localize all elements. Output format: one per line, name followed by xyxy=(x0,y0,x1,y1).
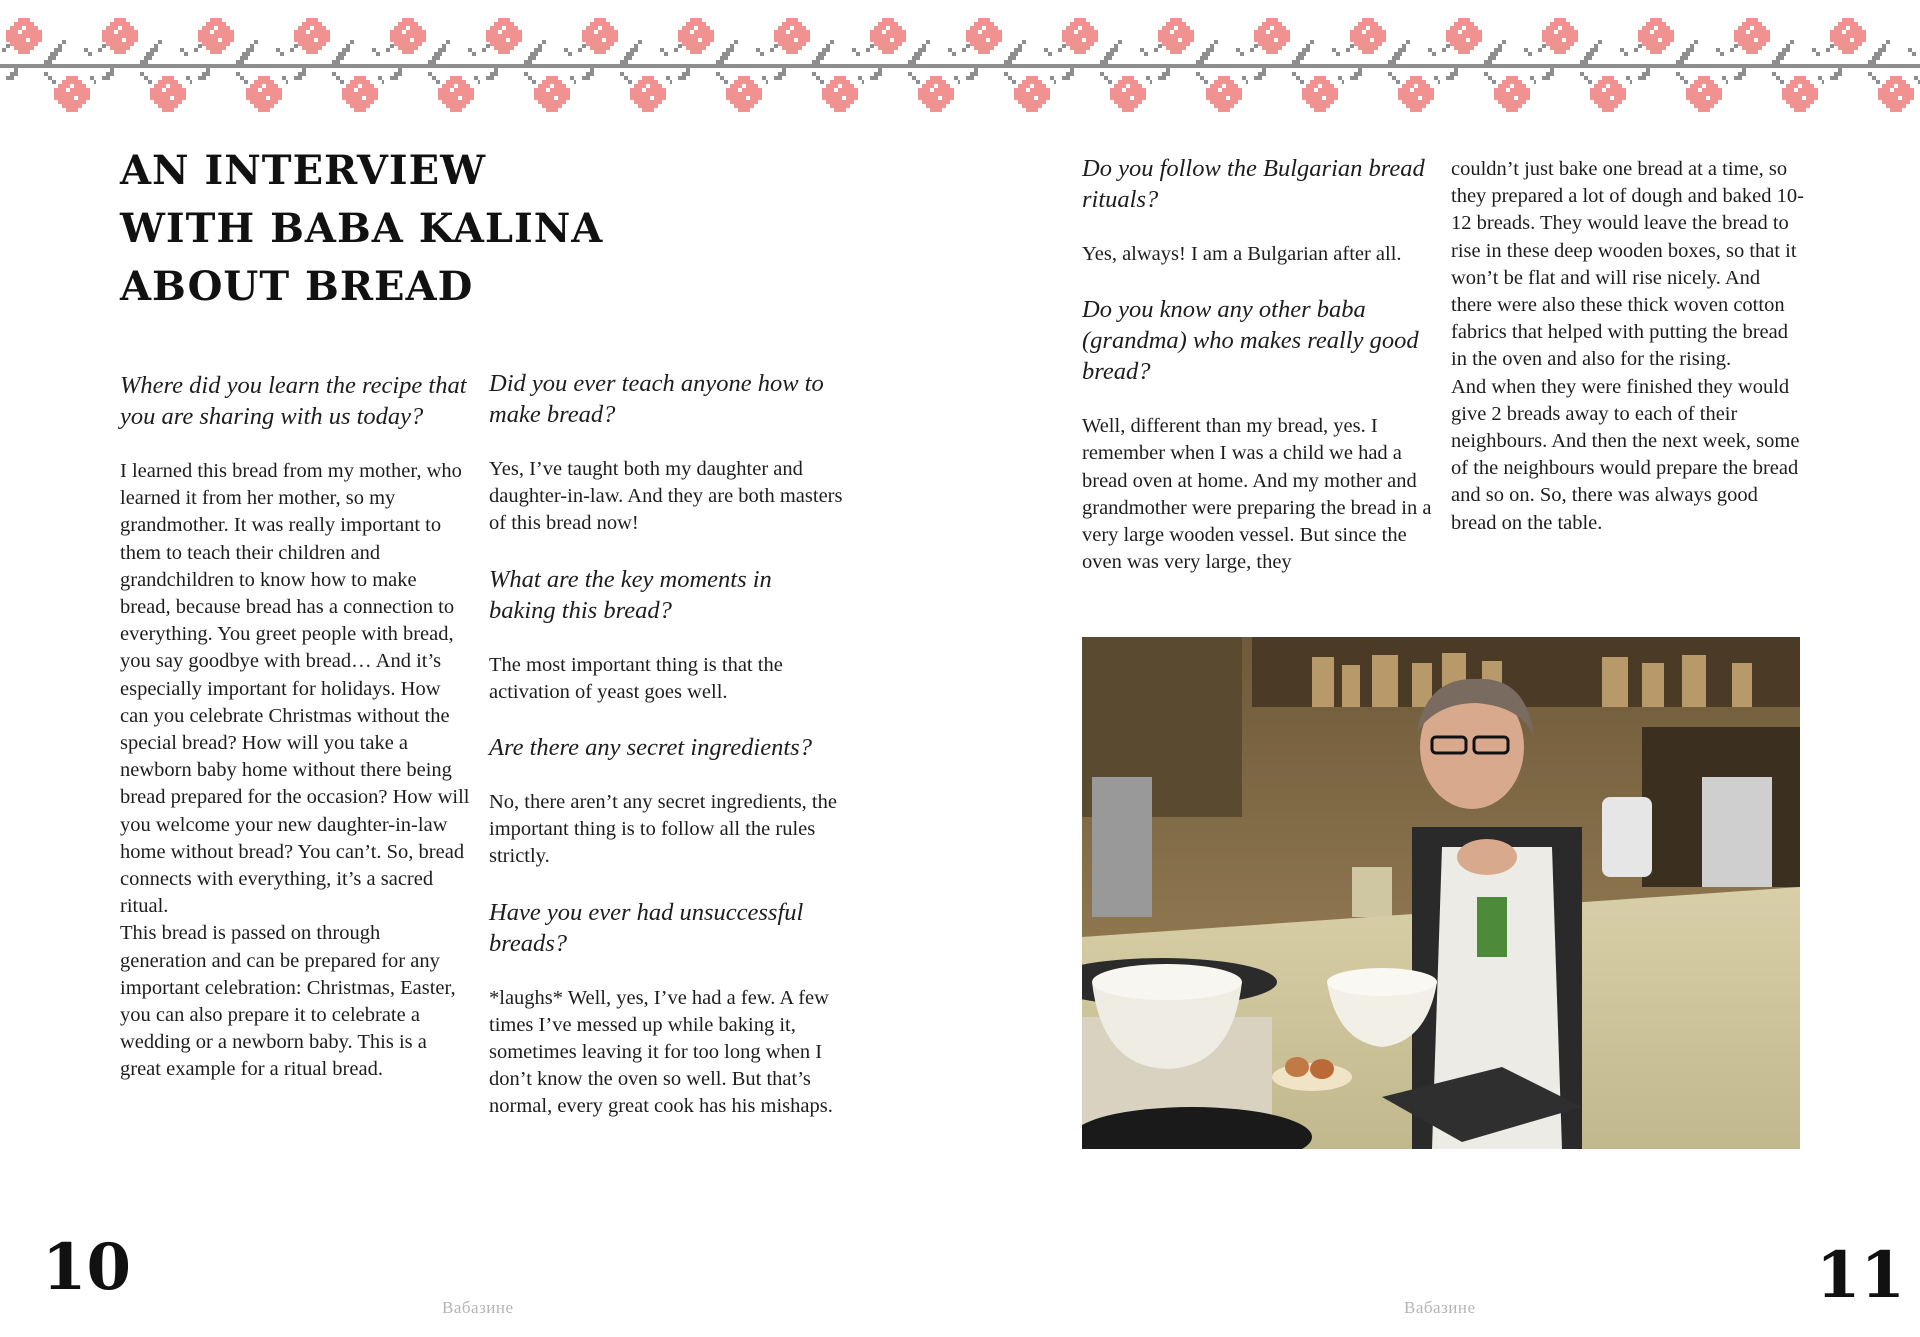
answer-paragraph: couldn’t just bake one bread at a time, so they prepared a lot of dough and baked 10-12 breads. They would leave the bread to rise in these deep wooden boxes, so that it won’t be flat and will rise nicely. And there were also these thick woven cotton fabrics that helped with putting the bread in the oven and also for the rising. xyxy=(1451,158,1804,371)
question: Do you know any other baba (grandma) who makes really good bread? xyxy=(1082,296,1419,386)
embroidery-border xyxy=(0,0,1920,130)
answer-paragraph: And when they were finished they would give 2 breads away to each of their neighbours. And then the next week, some of the neighbours would prepare the bread and so on. So, there was always good bread on the table. xyxy=(1451,375,1800,534)
title-line: AN INTERVIEW xyxy=(120,147,487,194)
footer-brand-right: Вабазине xyxy=(1404,1298,1476,1317)
page-number-right: 11 xyxy=(1816,1238,1906,1313)
question: Where did you learn the recipe that you are sharing with us today? xyxy=(120,372,467,430)
answer-paragraph: This bread is passed on through generation and can be prepared for any important celebration: Christmas, Easter, you can also prepare it to celebrate a wedding or a newborn baby. This is a great example for a ritual bread. xyxy=(120,922,456,1081)
article-title xyxy=(120,142,640,316)
column-2 xyxy=(489,368,844,1147)
title-line: ABOUT BREAD xyxy=(120,263,474,310)
question: Have you ever had unsuccessful breads? xyxy=(489,898,804,957)
title-line: WITH BABA KALINA xyxy=(120,205,604,252)
column-4 xyxy=(1451,156,1806,563)
kitchen-photo xyxy=(1082,637,1800,1149)
answer: The most important thing is that the activation of yeast goes well. xyxy=(489,653,783,703)
question: Did you ever teach anyone how to make bread? xyxy=(489,370,824,428)
footer-brand-left: Вабазине xyxy=(442,1298,514,1317)
page-number-left: 10 xyxy=(42,1230,132,1305)
answer: Well, different than my bread, yes. I remember when I was a child we had a bread oven at home. And my mother and grandmother were preparing the bread in a very large wooden vessel. But since the oven was very large, they xyxy=(1082,415,1432,574)
answer-paragraph: I learned this bread from my mother, who learned it from her mother, so my grandmother. It was really important to them to teach their children and grandchildren to know how to make bread, because bread has a connection to everything. You greet people with bread, you say goodbye with bread… And it’s especially important for holidays. How can you celebrate Christmas without the special bread? How will you take a newborn baby home without there being bread prepared for the occasion? How will you welcome your new daughter-in-law home without bread? You can’t. So, bread connects with everything, it’s a sacred ritual. xyxy=(120,460,470,918)
answer: Yes, I’ve taught both my daughter and daughter-in-law. And they are both masters of this bread now! xyxy=(489,458,843,535)
column-3 xyxy=(1082,153,1437,602)
column-1 xyxy=(120,370,470,1110)
question: What are the key moments in baking this bread? xyxy=(489,565,772,624)
answer: Yes, always! I am a Bulgarian after all. xyxy=(1082,243,1402,265)
answer xyxy=(1451,156,1806,537)
answer xyxy=(120,458,470,1084)
question: Do you follow the Bulgarian bread rituals? xyxy=(1082,155,1425,213)
answer: No, there aren’t any secret ingredients, the important thing is to follow all the rules strictly. xyxy=(489,791,837,868)
answer: *laughs* Well, yes, I’ve had a few. A few times I’ve messed up while baking it, sometimes leaving it for too long when I don’t know the oven so well. But that’s normal, every great cook has his mishaps. xyxy=(489,986,833,1118)
photo-illustration xyxy=(1082,637,1800,1149)
question: Are there any secret ingredients? xyxy=(489,734,812,762)
